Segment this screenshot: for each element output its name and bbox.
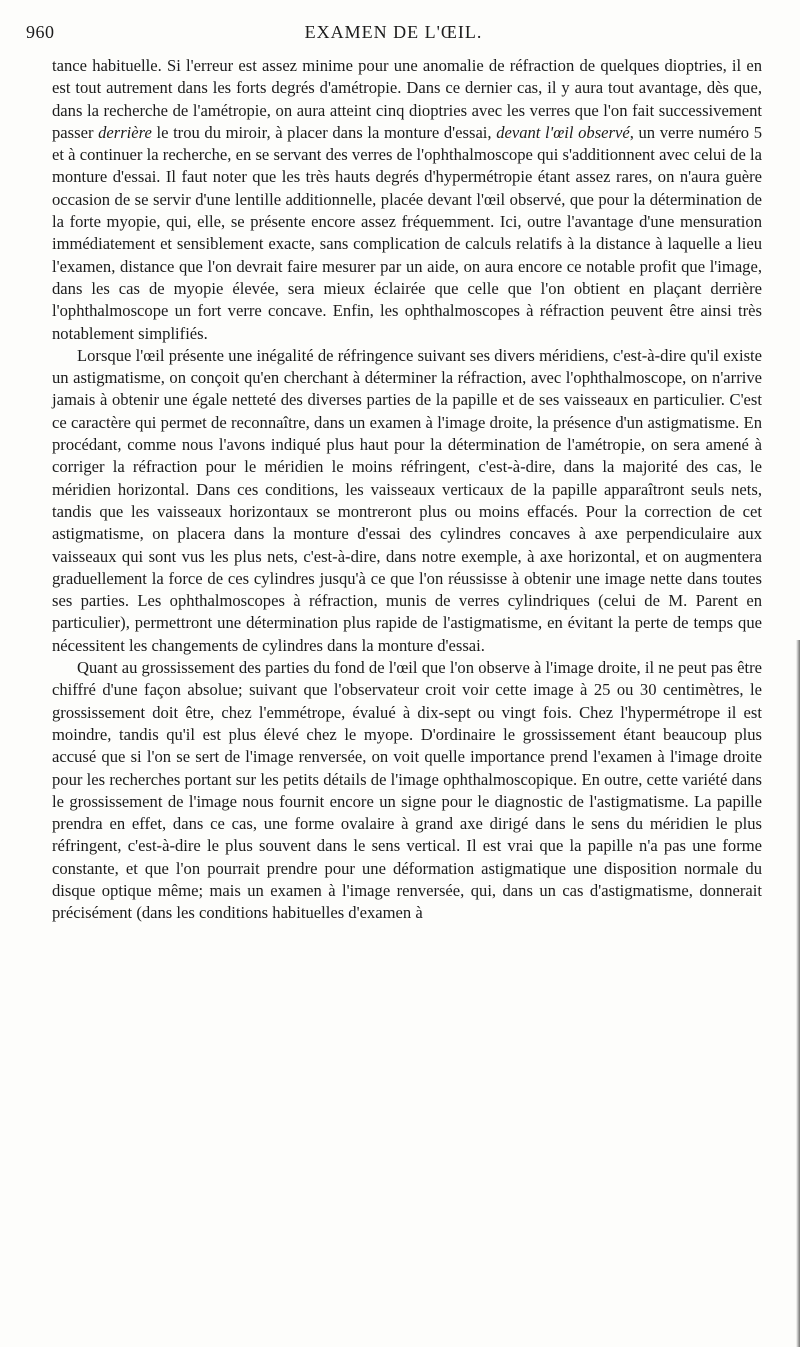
page-header bbox=[26, 22, 761, 48]
text-run: , un verre numéro 5 et à continuer la recherche, en se servant des verres de l'ophthalmoscope qui s'additionnent avec celui de la monture d'essai. Il faut noter que les très hauts degrés d'hypermétropie étant assez rares, on n'aura guère occasion de se servir d'une lentille additionnelle, placée devant l'œil observé, que pour la détermination de la forte myopie, qui, elle, se présente encore assez fréquemment. Ici, outre l'avantage d'une mensuration immédiatement et sensiblement exacte, sans complication de calculs relatifs à la distance à laquelle a lieu l'examen, distance que l'on devrait faire mesurer par un aide, on aura encore ce notable profit que l'image, dans les cas de myopie élevée, sera mieux éclairée que celle que l'on obtient en plaçant derrière l'ophthalmoscope un fort verre concave. Enfin, les ophthalmoscopes à réfraction peuvent être ainsi très notablement simplifiés. bbox=[52, 122, 762, 343]
body-text bbox=[52, 55, 762, 925]
paragraph bbox=[52, 345, 762, 657]
paragraph bbox=[52, 657, 762, 925]
paragraph bbox=[52, 55, 762, 345]
text-run: Quant au grossissement des parties du fond de l'œil que l'on observe à l'image droite, il ne peut pas être chiffré d'une façon absolue; suivant que l'observateur croit voir cette image à 25 ou 30 centimètres, le grossissement doit être, chez l'emmétrope, évalué à dix-sept ou vingt fois. Chez l'hypermétrope il est moindre, tandis qu'il est plus élevé chez le myope. D'ordinaire le grossissement étant beaucoup plus accusé que si l'on se sert de l'image renversée, on voit quelle importance prend l'examen à l'image droite pour les recherches portant sur les petits détails de l'image ophthalmoscopique. En outre, cette variété dans le grossissement de l'image nous fournit encore un signe pour le diagnostic de l'astigmatisme. La papille prendra en effet, dans ce cas, une forme ovalaire à grand axe dirigé dans le sens du méridien le plus réfringent, c'est-à-dire le plus souvent dans le sens vertical. Il est vrai que la papille n'a pas une forme constante, et que l'on pourrait prendre pour une déformation astigmatique une disposition normale du disque optique même; mais un examen à l'image renversée, qui, dans un cas d'astigmatisme, donnerait précisément (dans les conditions habituelles d'examen à bbox=[52, 658, 762, 923]
italic-emphasis: devant l'œil observé bbox=[496, 122, 630, 142]
text-run: tance habituelle. Si l'erreur est assez minime pour une anomalie de réfraction de quelques dioptries, il en est tout autrement dans les forts degrés d'amétropie. Dans ce dernier cas, il y aura tout avantage, dès que, dans la recherche de l'amétropie, on aura atteint cinq dioptries avec les verres que l'on fait successivement passer bbox=[52, 56, 762, 142]
text-run: le trou du miroir, à placer dans la monture d'essai, bbox=[151, 122, 497, 142]
scan-edge-shadow bbox=[796, 640, 800, 1347]
page-number: 960 bbox=[26, 22, 55, 42]
italic-emphasis: derrière bbox=[98, 122, 152, 142]
text-run: Lorsque l'œil présente une inégalité de réfringence suivant ses divers méridiens, c'est-à-dire qu'il existe un astigmatisme, on conçoit qu'en cherchant à déterminer la réfraction, avec l'ophthalmoscope, on n'arrive jamais à obtenir une égale netteté des diverses parties de la papille et de ses vaisseaux en particulier. C'est ce caractère qui permet de reconnaître, dans un examen à l'image droite, la présence d'un astigmatisme. En procédant, comme nous l'avons indiqué plus haut pour la détermination de l'amétropie, on sera amené à corriger la réfraction pour le méridien le moins réfringent, c'est-à-dire, dans la majorité des cas, le méridien horizontal. Dans ces conditions, les vaisseaux verticaux de la papille apparaîtront seuls nets, tandis que les vaisseaux horizontaux se montreront plus ou moins effacés. Pour la correction de cet astigmatisme, on placera dans la monture d'essai des cylindres concaves à axe perpendiculaire aux vaisseaux qui sont vus les plus nets, c'est-à-dire, dans notre exemple, à axe horizontal, et on augmentera graduellement la force de ces cylindres jusqu'à ce que l'on réussisse à obtenir une image nette dans toutes ses parties. Les ophthalmoscopes à réfraction, munis de verres cylindriques (celui de M. Parent en particulier), permettront une détermination plus rapide de l'astigmatisme, en évitant la perte de temps que nécessitent les changements de cylindres dans la monture d'essai. bbox=[52, 345, 762, 655]
running-head: EXAMEN DE L'ŒIL. bbox=[304, 22, 483, 42]
